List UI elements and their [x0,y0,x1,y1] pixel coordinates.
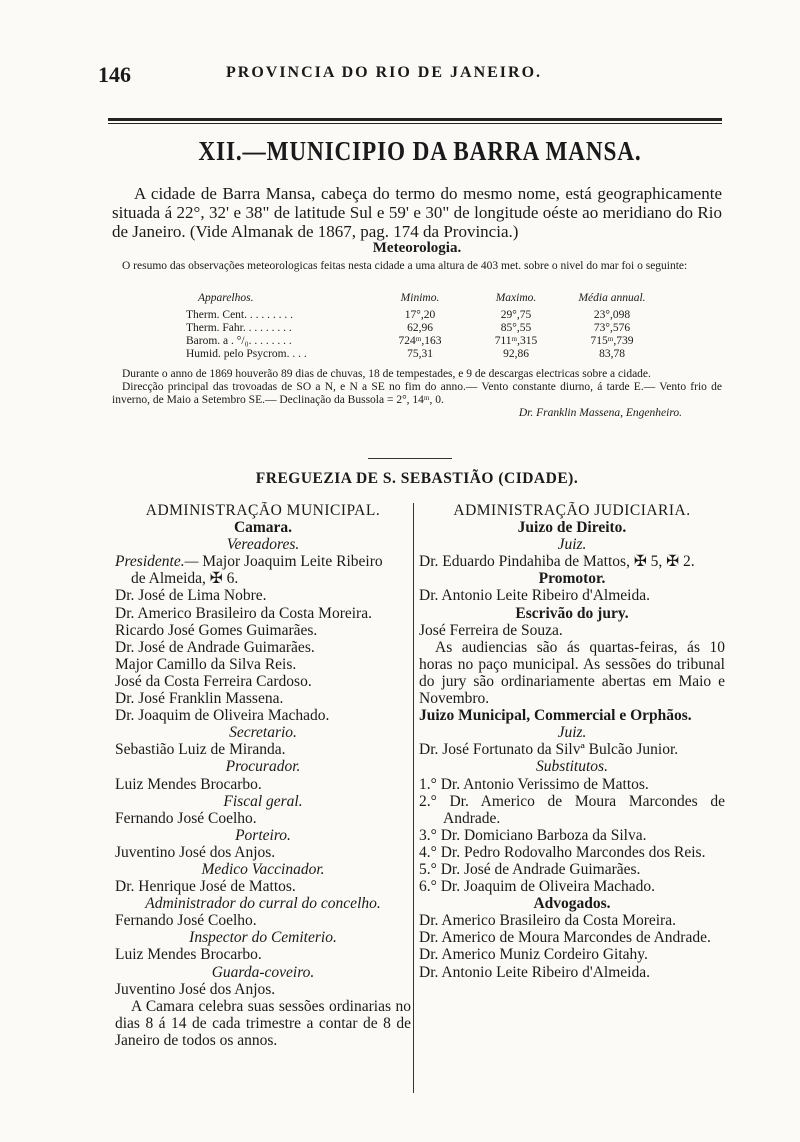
header-rule-thick [108,118,722,121]
medico-heading: Medico Vaccinador. [201,860,325,878]
note-rain: Durante o anno de 1869 houverão 89 dias de chuvas, 18 de tempestades, e 9 de descargas electricas sobre a cidade. [122,368,651,380]
curral-heading: Administrador do curral do concelho. [145,895,381,913]
juiz2-name: Dr. José Fortunato da Silvª Bulcão Junior. [419,741,679,759]
row-max: 85°,55 [500,322,532,334]
secretario-name: Sebastião Luiz de Miranda. [115,741,286,759]
row-label: Therm. Cent. . . . . . . . . [186,309,293,321]
sessions-paragraph: A Camara celebra suas sessões ordinarias no dias 8 á 14 de cada trimestre a contar de 8 de Janeiro de todos os annos. [115,997,411,1049]
row-max: 711ᵐ,315 [494,335,538,347]
juiz-name: Dr. Eduardo Pindahiba de Mattos, ✠ 5, ✠ 2. [419,553,695,571]
cemiterio-heading: Inspector do Cemiterio. [189,929,337,947]
promotor-heading: Promotor. [538,570,606,588]
presidente-cont: de Almeida, ✠ 6. [131,570,239,588]
right-column [419,502,725,981]
admin-municipal-heading: ADMINISTRAÇÃO MUNICIPAL. [145,502,381,519]
col-header-apparelhos: Apparelhos. [198,292,254,304]
col-header-minimo: Minimo. [400,292,440,304]
row-max: 29°,75 [500,309,532,321]
list-item: 2.° Dr. Americo de Moura Marcondes de Andrade. [419,792,725,827]
list-item: Dr. Americo Brasileiro da Costa Moreira. [115,604,372,622]
section-title: XII.—MUNICIPIO DA BARRA MANSA. [198,136,642,166]
row-avg: 73°,576 [593,322,631,334]
admin-judiciaria-heading: ADMINISTRAÇÃO JUDICIARIA. [453,502,691,519]
vereadores-heading: Vereadores. [226,536,300,554]
curral-name: Fernando José Coelho. [115,912,257,930]
presidente-name: Major Joaquim Leite Ribeiro [198,553,383,571]
col-header-media: Média annual. [578,292,646,304]
promotor-name: Dr. Antonio Leite Ribeiro d'Almeida. [419,587,650,605]
list-item: José da Costa Ferreira Cardoso. [115,672,312,690]
row-avg: 23°,098 [593,309,631,321]
intro-paragraph: A cidade de Barra Mansa, cabeça do termo do mesmo nome, está geographicamente situada á 22°, 32' e 38" de latitude Sul e 59' e 30" de longitude oéste ao meridiano do Rio de Janeiro. (Vide Almanak de 1867, pag. 174 da Provincia.) [112,184,722,241]
juizo-direito-heading: Juizo de Direito. [517,519,627,537]
table-row [186,309,660,322]
meteorology-notes [112,368,722,420]
row-min: 724ᵐ,163 [398,335,442,347]
section-separator [368,458,452,459]
list-item: Dr. Americo de Moura Marcondes de Andrade. [419,929,711,947]
escrivao-name: José Ferreira de Souza. [419,621,563,639]
list-item: Dr. Joaquim de Oliveira Machado. [115,707,330,725]
meteorology-header-row [186,292,660,309]
table-row [186,322,660,335]
substitutos-heading: Substitutos. [536,758,608,776]
guarda-heading: Guarda-coveiro. [211,963,315,981]
presidente-line [115,553,411,570]
row-min: 17°,20 [404,309,436,321]
list-item: Major Camillo da Silva Reis. [115,655,297,673]
medico-name: Dr. Henrique José de Mattos. [115,878,296,896]
table-row [186,335,660,348]
meteorology-title: Meteorologia. [372,240,462,256]
table-row [186,348,660,361]
list-item: 5.° Dr. José de Andrade Guimarães. [419,860,641,878]
left-column [115,502,411,1049]
freguezia-title: FREGUEZIA DE S. SEBASTIÃO (CIDADE). [255,470,579,487]
list-item: 3.° Dr. Domiciano Barboza da Silva. [419,826,647,844]
row-max: 92,86 [503,348,529,360]
list-item: 6.° Dr. Joaquim de Oliveira Machado. [419,878,656,896]
juizo-municipal-heading: Juizo Municipal, Commercial e Orphãos. [419,707,692,725]
procurador-name: Luiz Mendes Brocarbo. [115,775,262,793]
list-item: Dr. Americo Muniz Cordeiro Gitahy. [419,946,648,964]
juiz-heading: Juiz. [557,536,587,554]
row-min: 75,31 [407,348,433,360]
list-item: Dr. José de Andrade Guimarães. [115,638,315,656]
escrivao-heading: Escrivão do jury. [515,604,629,622]
column-divider [413,503,414,1093]
header-rule-thin [108,123,722,124]
col-header-maximo: Maximo. [495,292,537,304]
row-label: Humid. pelo Psycrom. . . . [186,348,307,360]
list-item: 1.° Dr. Antonio Verissimo de Mattos. [419,775,649,793]
list-item: Dr. José de Lima Nobre. [115,587,267,605]
secretario-heading: Secretario. [229,724,297,742]
list-item: Dr. Americo Brasileiro da Costa Moreira. [419,912,676,930]
guarda-name: Juventino José dos Anjos. [115,980,276,998]
list-item: Ricardo José Gomes Guimarães. [115,621,318,639]
running-title: PROVINCIA DO RIO DE JANEIRO. [226,64,543,81]
row-min: 62,96 [407,322,433,334]
row-label: Barom. a . °/₀. . . . . . . . [186,335,292,347]
signature: Dr. Franklin Massena, Engenheiro. [518,407,682,419]
row-label: Therm. Fahr. . . . . . . . . [186,322,292,334]
presidente-label: Presidente.— [115,553,199,571]
fiscal-heading: Fiscal geral. [223,792,303,810]
list-item: Dr. José Franklin Massena. [115,690,284,708]
row-avg: 83,78 [599,348,625,360]
audiencias-paragraph: As audiencias são ás quartas-feiras, ás 10 horas no paço municipal. As sessões do tribunal do jury são ordinariamente abertas em Maio e Novembro. [419,638,725,708]
list-item: Dr. Antonio Leite Ribeiro d'Almeida. [419,963,650,981]
cemiterio-name: Luiz Mendes Brocarbo. [115,946,262,964]
juiz2-heading: Juiz. [557,724,587,742]
fiscal-name: Fernando José Coelho. [115,809,257,827]
advogados-heading: Advogados. [533,895,611,913]
porteiro-heading: Porteiro. [235,826,291,844]
note-winds: Direcção principal das trovoadas de SO a N, e N a SE no fim do anno.— Vento constante diurno, á tarde E.— Vento frio de inverno, de Maio a Setembro SE.— Declinação da Bussola = 2°, 14ᵐ, 0. [112,381,722,406]
porteiro-name: Juventino José dos Anjos. [115,843,276,861]
list-item: 4.° Dr. Pedro Rodovalho Marcondes dos Reis. [419,843,706,861]
meteorology-table [186,292,660,361]
row-avg: 715ᵐ,739 [590,335,634,347]
page-number: 146 [98,62,131,87]
procurador-heading: Procurador. [225,758,301,776]
camara-heading: Camara. [233,519,293,537]
meteorology-summary: O resumo das observações meteorologicas feitas nesta cidade a uma altura de 403 met. sobre o nivel do mar foi o seguinte: [122,260,688,272]
